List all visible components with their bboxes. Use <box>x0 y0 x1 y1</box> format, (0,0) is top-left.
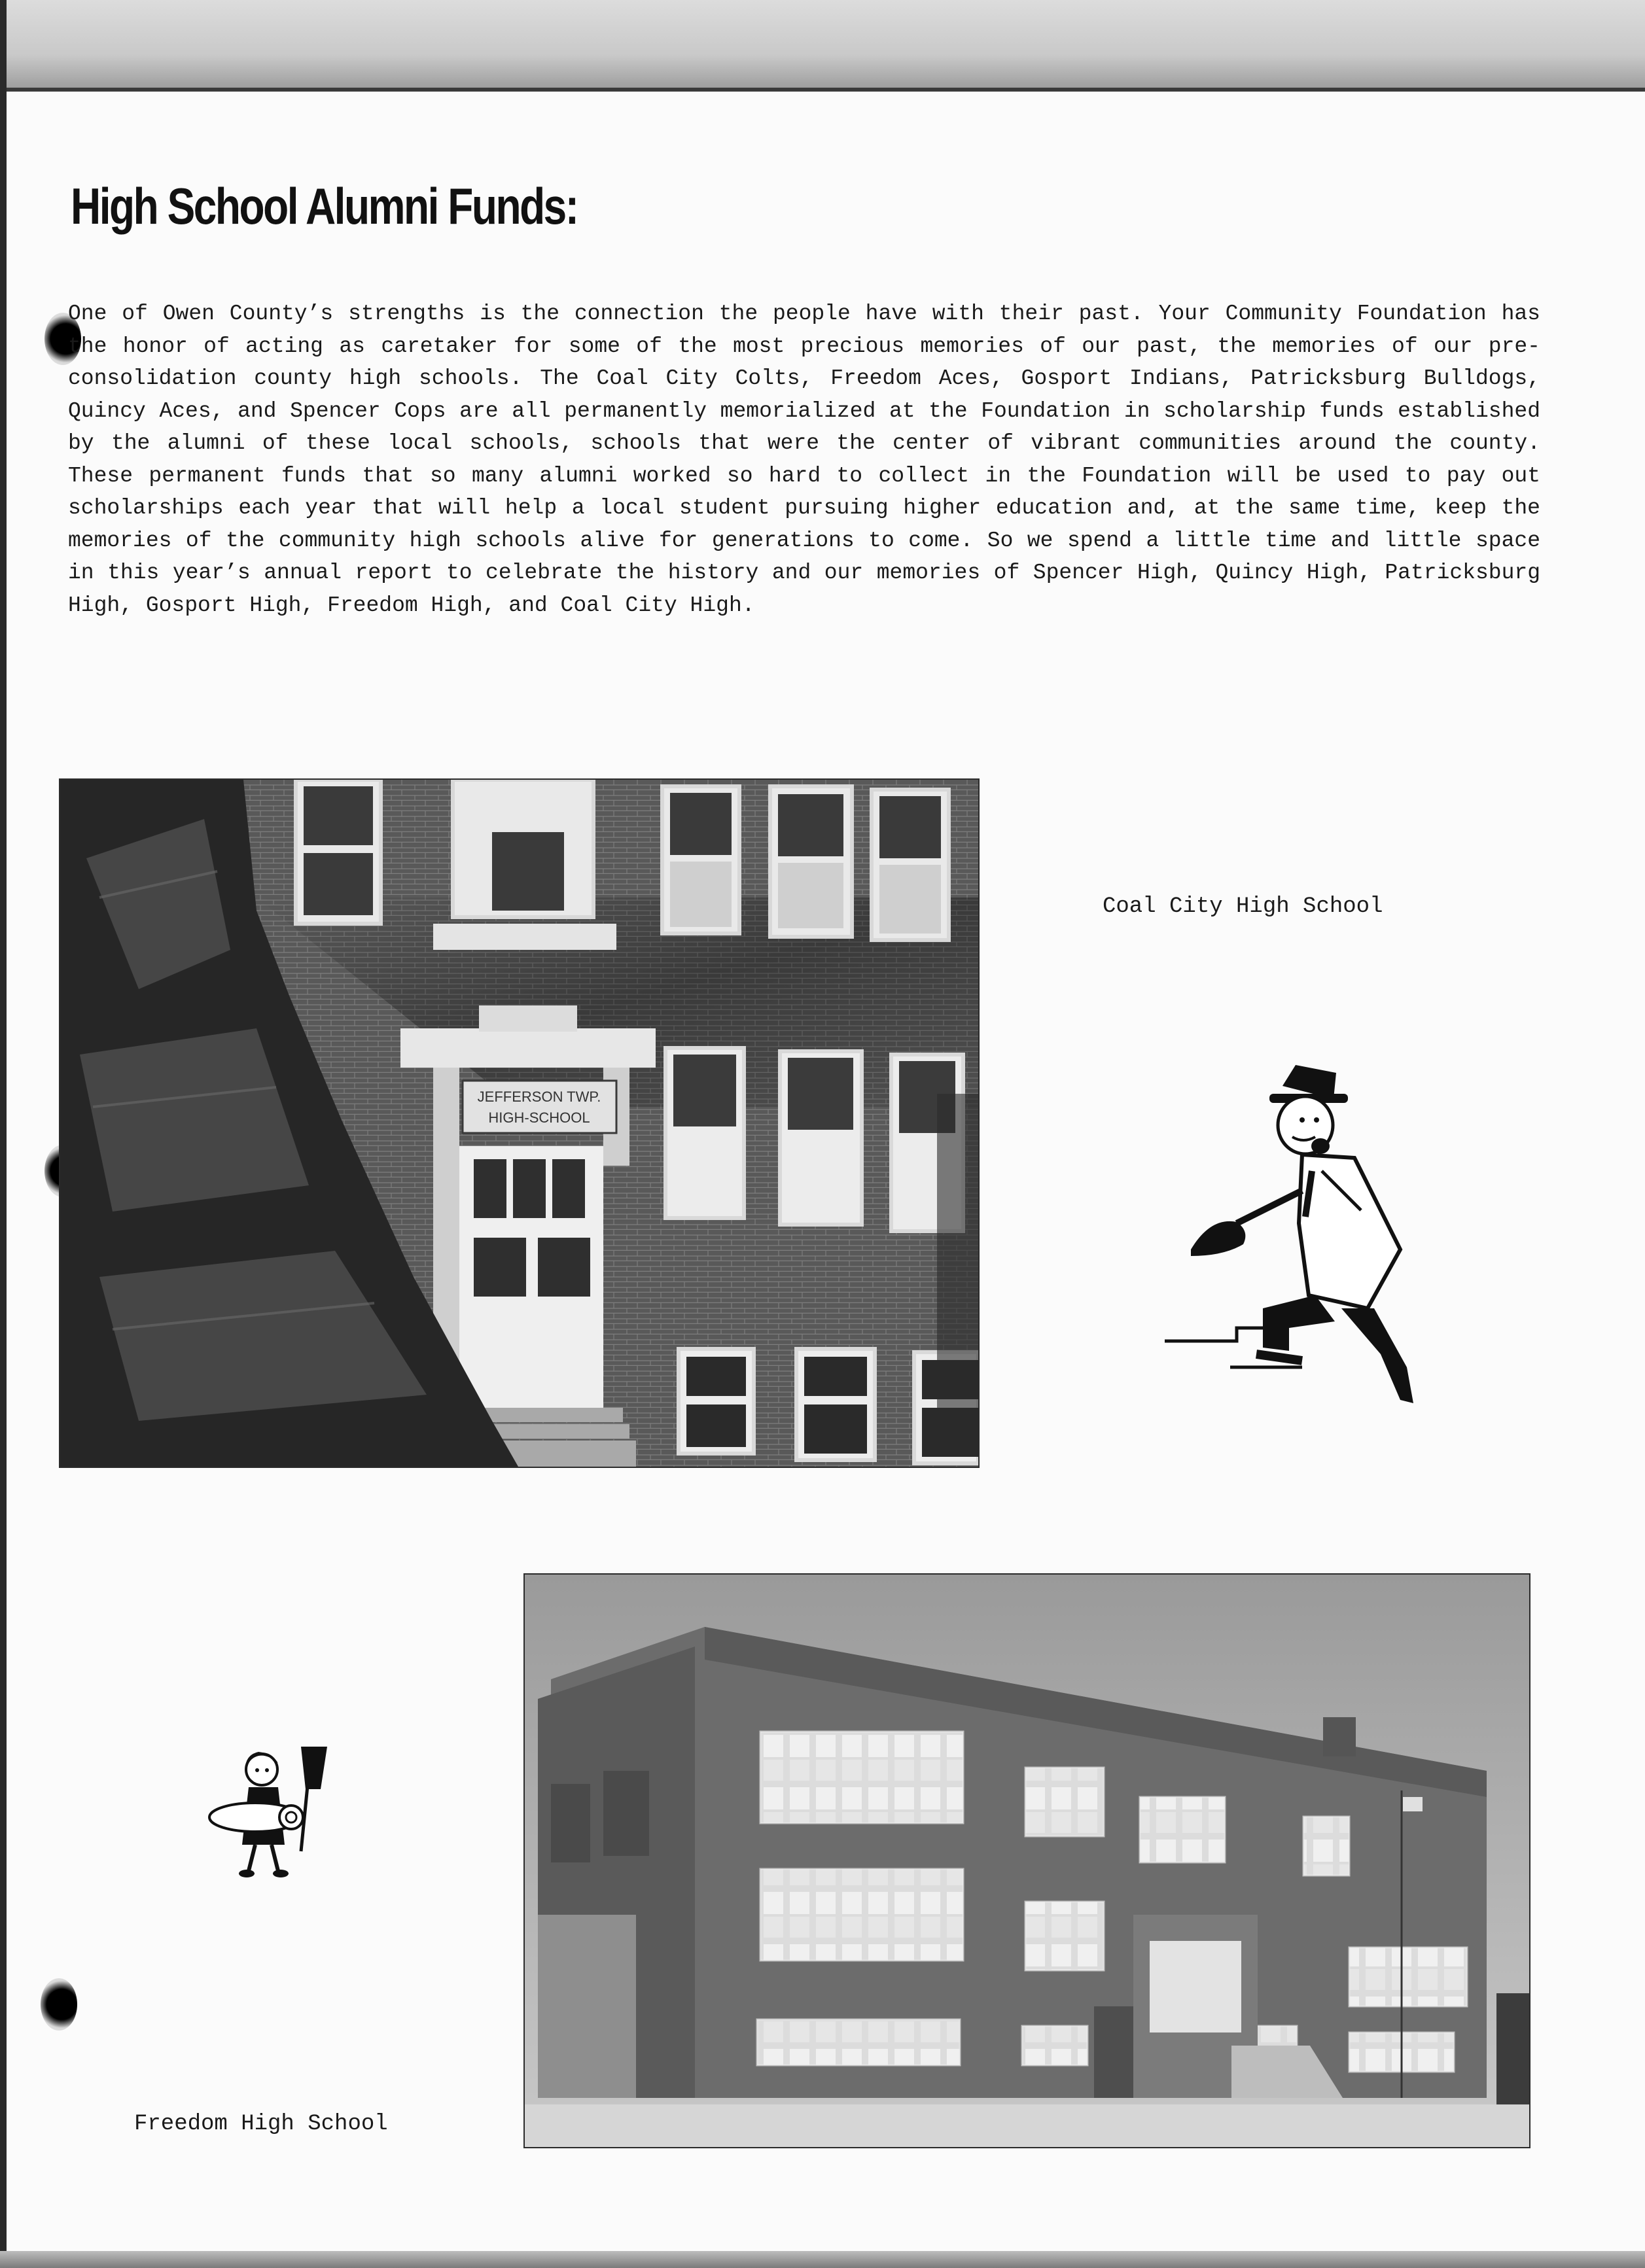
scan-left-edge <box>0 0 7 2268</box>
scan-top-edge <box>0 0 1645 92</box>
freedom-photo <box>523 1573 1530 2148</box>
binder-hole-icon <box>41 1978 77 2031</box>
freedom-building-illustration <box>525 1575 1529 2147</box>
school-sign-line2: HIGH-SCHOOL <box>488 1109 590 1126</box>
woman-with-broom-and-rug-icon <box>193 1740 344 1884</box>
scan-bottom-edge <box>0 2251 1645 2268</box>
coal-city-building-illustration <box>60 780 978 1467</box>
school-sign-line1: JEFFERSON TWP. <box>477 1089 601 1105</box>
thinking-man-with-shoe-icon <box>1165 1060 1440 1426</box>
freedom-caption: Freedom High School <box>134 2112 388 2137</box>
page-title: High School Alumni Funds: <box>71 177 578 235</box>
body-paragraph: One of Owen County’s strengths is the connection the people have with their past. Your Community Foundation has the honor of acting as caretaker for some of the most precious memories of our past, the memories of our pre-consolidation county high schools. The Coal City Colts, Freedom Aces, Gosport Indians, Patricksburg Bulldogs, Quincy Aces, and Spencer Cops are all permanently memorialized at the Foundation in scholarship funds established by the alumni of these local schools, schools that were the center of vibrant communities around the county. These permanent funds that so many alumni worked so hard to collect in the Foundation will be used to pay out scholarships each year that will help a local student pursuing higher education and, at the same time, keep the memories of the community high schools alive for generations to come. So we spend a little time and little space in this year’s annual report to celebrate the history and our memories of Spencer High, Quincy High, Patricksburg High, Gosport High, Freedom High, and Coal City High. <box>68 302 1540 618</box>
coal-city-caption: Coal City High School <box>1103 894 1383 919</box>
coal-city-photo <box>59 778 980 1468</box>
